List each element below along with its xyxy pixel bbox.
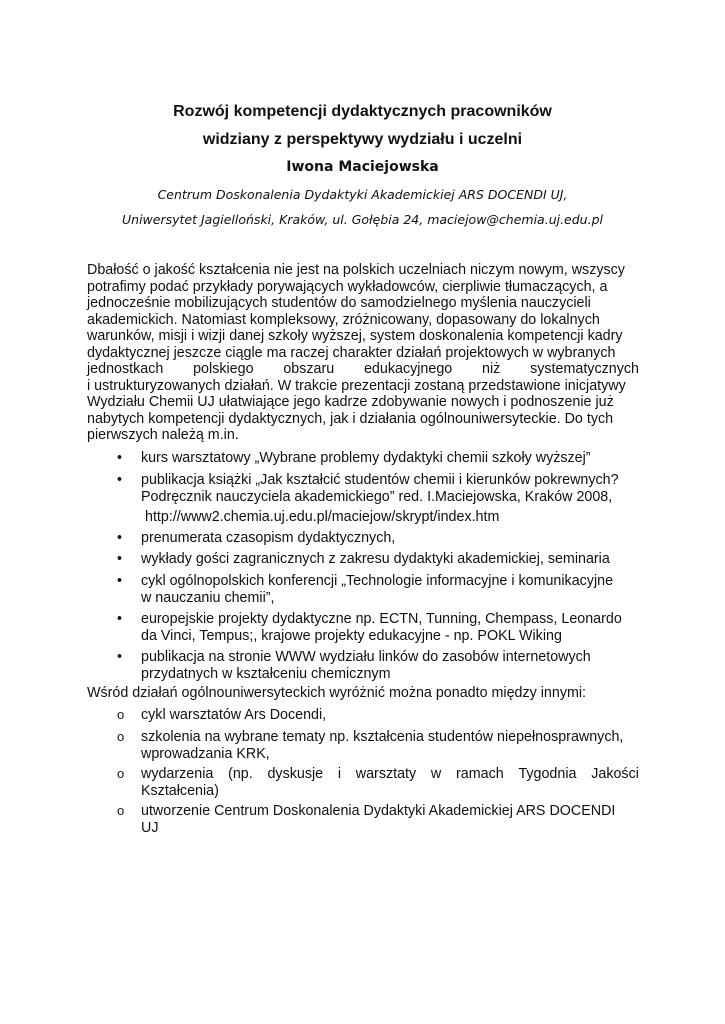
bullet-text: cykl ogólnopolskich konferencji „Technologie informacyjne i komunikacyjne: [141, 573, 614, 589]
circle-spread-line: [141, 766, 639, 783]
word: w: [430, 766, 442, 782]
intro-spread-line: [87, 361, 639, 378]
intro-paragraph: [87, 262, 639, 444]
word: wydarzenia: [141, 766, 214, 782]
intro-line: pierwszych należą m.in.: [87, 427, 239, 443]
intro-line: [87, 262, 639, 279]
bullet-icon: •: [117, 472, 123, 488]
intro-line: dydaktycznej jeszcze ciągle ma raczej charakter działań projektowych w wybranych: [87, 344, 616, 361]
word: (np.: [228, 766, 253, 782]
intro-line: Wydziału Chemii UJ ułatwiające jego kadrze zdobywanie nowych i podnoszenie już: [87, 394, 614, 410]
word: obszaru: [283, 361, 335, 377]
bullet-icon: •: [117, 530, 123, 546]
word: i: [337, 766, 342, 782]
intro-line: potrafimy podać przykłady porywających wykładowców, cierpliwie tłumaczących, a: [87, 278, 608, 295]
bullet-icon: •: [117, 450, 123, 466]
intro-text: Dbałość o jakość kształcenia nie jest na polskich uczelniach niczym nowym, wszyscy: [87, 262, 625, 278]
circle-text: UJ: [141, 819, 159, 836]
affiliation-line-2: Uniwersytet Jagielloński, Kraków, ul. Gołębia 24, maciejow@chemia.uj.edu.pl: [122, 212, 603, 227]
circle-bullet-icon: o: [117, 766, 125, 781]
circle-text: cykl warsztatów Ars Docendi,: [141, 707, 327, 723]
title-line-1: Rozwój kompetencji dydaktycznych pracowników: [173, 103, 552, 120]
intro-line: jednocześnie mobilizujących studentów do samodzielnego myślenia nauczycieli: [87, 295, 591, 311]
bullet-text: wykłady gości zagranicznych z zakresu dydaktyki akademickiej, seminaria: [141, 551, 610, 567]
bullet-text: europejskie projekty dydaktyczne np. ECTN, Tunning, Chempass, Leonardo: [141, 611, 622, 627]
bullet-text: da Vinci, Tempus;, krajowe projekty edukacyjne - np. POKL Wiking: [141, 627, 562, 644]
bullet-text: publikacja książki „Jak kształcić studentów chemii i kierunków pokrewnych?: [141, 472, 619, 488]
word: dyskusje: [267, 766, 324, 782]
circle-text: szkolenia na wybrane tematy np. kształcenia studentów niepełnosprawnych,: [141, 729, 624, 745]
bullet-icon: •: [117, 551, 123, 567]
circle-bullet-icon: o: [117, 803, 125, 818]
bullet-icon: •: [117, 611, 123, 627]
bullet-text: kurs warsztatowy „Wybrane problemy dydaktyki chemii szkoły wyższej”: [141, 450, 591, 466]
bullet-text: Podręcznik nauczyciela akademickiego” red. I.Maciejowska, Kraków 2008,: [141, 488, 613, 505]
title-line-2: widziany z perspektywy wydziału i uczelni: [202, 131, 523, 148]
circle-text: wprowadzania KRK,: [141, 745, 270, 762]
intro-line: nabytych kompetencji dydaktycznych, jak i działania ogólnouniwersyteckie. Do tych: [87, 410, 614, 427]
author-name: Iwona Maciejowska: [286, 159, 439, 175]
word: jednostkach: [87, 361, 164, 377]
university-intro: Wśród działań ogólnouniwersyteckich wyróżnić można ponadto między innymi:: [87, 685, 587, 701]
book-url: http://www2.chemia.uj.edu.pl/maciejow/skrypt/index.htm: [145, 509, 500, 525]
word: ramach: [456, 766, 504, 782]
intro-line: warunków, misji i wizji danej szkoły wyższej, system doskonalenia kompetencji kadry: [87, 328, 623, 344]
intro-line: akademickich. Natomiast kompleksowy, zróżnicowany, dopasowany do lokalnych: [87, 311, 600, 328]
word: warsztaty: [355, 766, 417, 782]
bullet-text: publikacja na stronie WWW wydziału linków do zasobów internetowych: [141, 649, 591, 665]
bullet-text: przydatnych w kształceniu chemicznym: [141, 665, 391, 682]
intro-line: i ustrukturyzowanych działań. W trakcie prezentacji zostaną przedstawione inicjatywy: [87, 377, 626, 394]
circle-bullet-icon: o: [117, 707, 125, 722]
circle-spread-line: [141, 803, 639, 820]
bullet-icon: •: [117, 573, 123, 589]
circle-text: Kształcenia): [141, 782, 219, 799]
circle-bullet-icon: o: [117, 729, 125, 744]
word: Jakości: [591, 766, 639, 782]
word: systematycznych: [530, 361, 639, 377]
word: Tygodnia: [518, 766, 577, 782]
word: edukacyjnego: [363, 361, 453, 377]
bullet-text: w nauczaniu chemii”,: [141, 589, 275, 606]
bullet-text: prenumerata czasopism dydaktycznych,: [141, 530, 396, 546]
word: polskiego: [193, 361, 254, 377]
affiliation-line-1: Centrum Doskonalenia Dydaktyki Akademickiej ARS DOCENDI UJ,: [157, 187, 568, 202]
word: niż: [482, 361, 501, 377]
bullet-icon: •: [117, 649, 123, 665]
circle-text: utworzenie Centrum Doskonalenia Dydaktyki Akademickiej ARS DOCENDI: [141, 803, 616, 819]
